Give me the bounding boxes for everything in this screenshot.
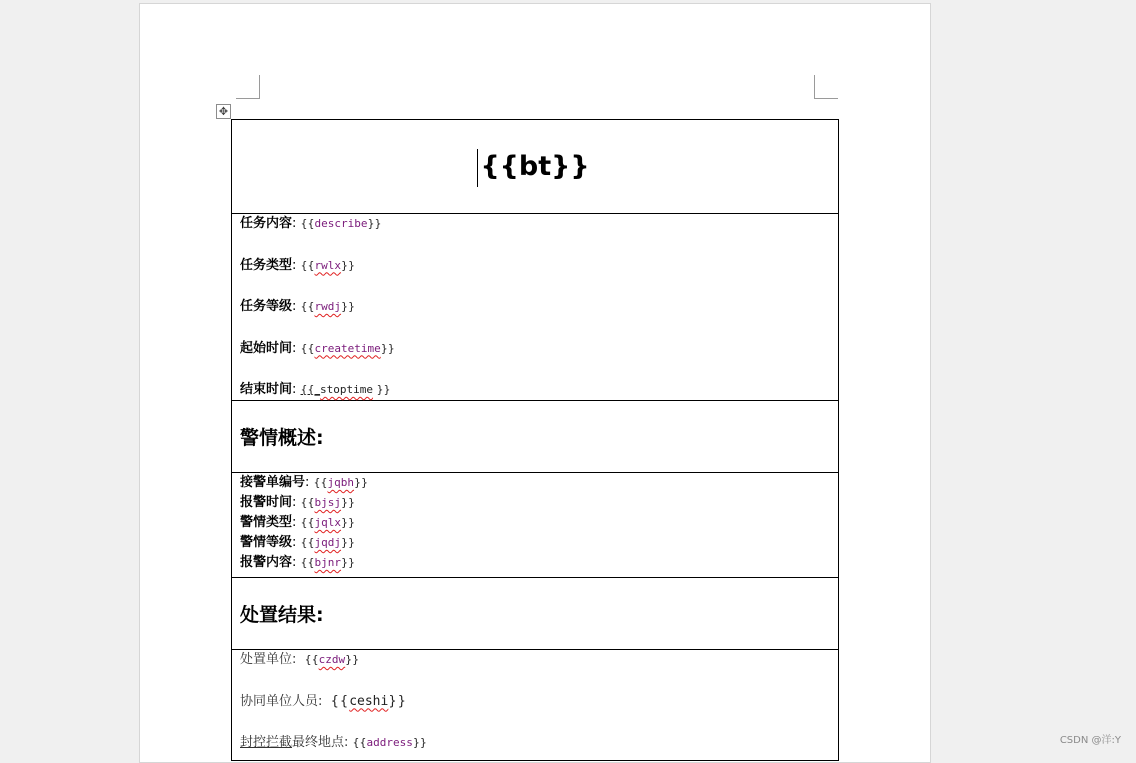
alert-level-label: 警情等级	[240, 535, 292, 550]
task-type-label: 任务类型	[240, 258, 292, 273]
watermark: CSDN @洋:Y	[1060, 731, 1121, 746]
receipt-no-line: 接警单编号: {{jqbh}}	[240, 473, 830, 493]
alert-level-line: 警情等级: {{jqdj}}	[240, 533, 830, 553]
alert-type-line: 警情类型: {{jqlx}}	[240, 513, 830, 533]
task-level-label: 任务等级	[240, 299, 292, 314]
task-level-var: rwdj	[315, 300, 342, 313]
end-time-var: stoptime	[320, 383, 373, 396]
title-placeholder: {{bt}}	[480, 151, 589, 182]
task-content-line: 任务内容: {{describe}}	[240, 214, 830, 234]
coop-unit-var: ceshi	[349, 694, 388, 709]
alert-heading: 警情概述:	[240, 427, 324, 449]
dispose-unit-var: czdw	[319, 653, 346, 666]
template-table	[231, 119, 839, 761]
task-type-line: 任务类型: {{rwlx}}	[240, 256, 830, 276]
title-cell[interactable]	[232, 120, 839, 214]
alert-level-var: jqdj	[315, 536, 342, 549]
intercept-label: 最终地点:	[292, 735, 348, 750]
start-time-line: 起始时间: {{createtime}}	[240, 339, 830, 359]
task-info-cell[interactable]	[232, 214, 839, 401]
intercept-var: address	[367, 736, 413, 749]
dispose-unit-line: 处置单位: {{czdw}}	[240, 650, 830, 670]
end-time-line: 结束时间: {{_stoptime }}	[240, 380, 830, 400]
dispose-unit-label: 处置单位:	[240, 652, 296, 667]
end-time-label: 结束时间	[240, 382, 292, 397]
margin-corner-top-right	[814, 75, 838, 99]
alert-content-line: 报警内容: {{bjnr}}	[240, 553, 830, 573]
margin-corner-top-left	[236, 75, 260, 99]
intercept-label-underlined: 封控拦截	[240, 735, 292, 750]
coop-unit-line: 协同单位人员: {{ceshi}}	[240, 692, 830, 712]
start-time-label: 起始时间	[240, 341, 292, 356]
receipt-no-label: 接警单编号	[240, 475, 305, 490]
result-heading-cell[interactable]	[232, 578, 839, 650]
alert-type-label: 警情类型	[240, 515, 292, 530]
document-page	[139, 3, 931, 763]
start-time-var: createtime	[315, 342, 381, 355]
result-heading: 处置结果:	[240, 604, 324, 626]
alert-info-cell[interactable]	[232, 473, 839, 578]
text-cursor	[477, 149, 478, 187]
receipt-no-var: jqbh	[328, 476, 355, 489]
task-level-line: 任务等级: {{rwdj}}	[240, 297, 830, 317]
alert-content-var: bjnr	[315, 556, 342, 569]
task-type-var: rwlx	[315, 259, 342, 272]
table-move-handle-icon[interactable]: ✥	[216, 104, 231, 119]
result-info-cell[interactable]	[232, 650, 839, 761]
task-content-label: 任务内容	[240, 216, 292, 231]
coop-unit-label: 协同单位人员:	[240, 694, 322, 709]
alert-type-var: jqlx	[315, 516, 342, 529]
task-content-var: describe	[315, 217, 368, 230]
alert-heading-cell[interactable]	[232, 401, 839, 473]
intercept-line: 封控拦截最终地点: {{address}}	[240, 733, 830, 753]
report-time-var: bjsj	[315, 496, 342, 509]
alert-content-label: 报警内容	[240, 555, 292, 570]
report-time-label: 报警时间	[240, 495, 292, 510]
report-time-line: 报警时间: {{bjsj}}	[240, 493, 830, 513]
